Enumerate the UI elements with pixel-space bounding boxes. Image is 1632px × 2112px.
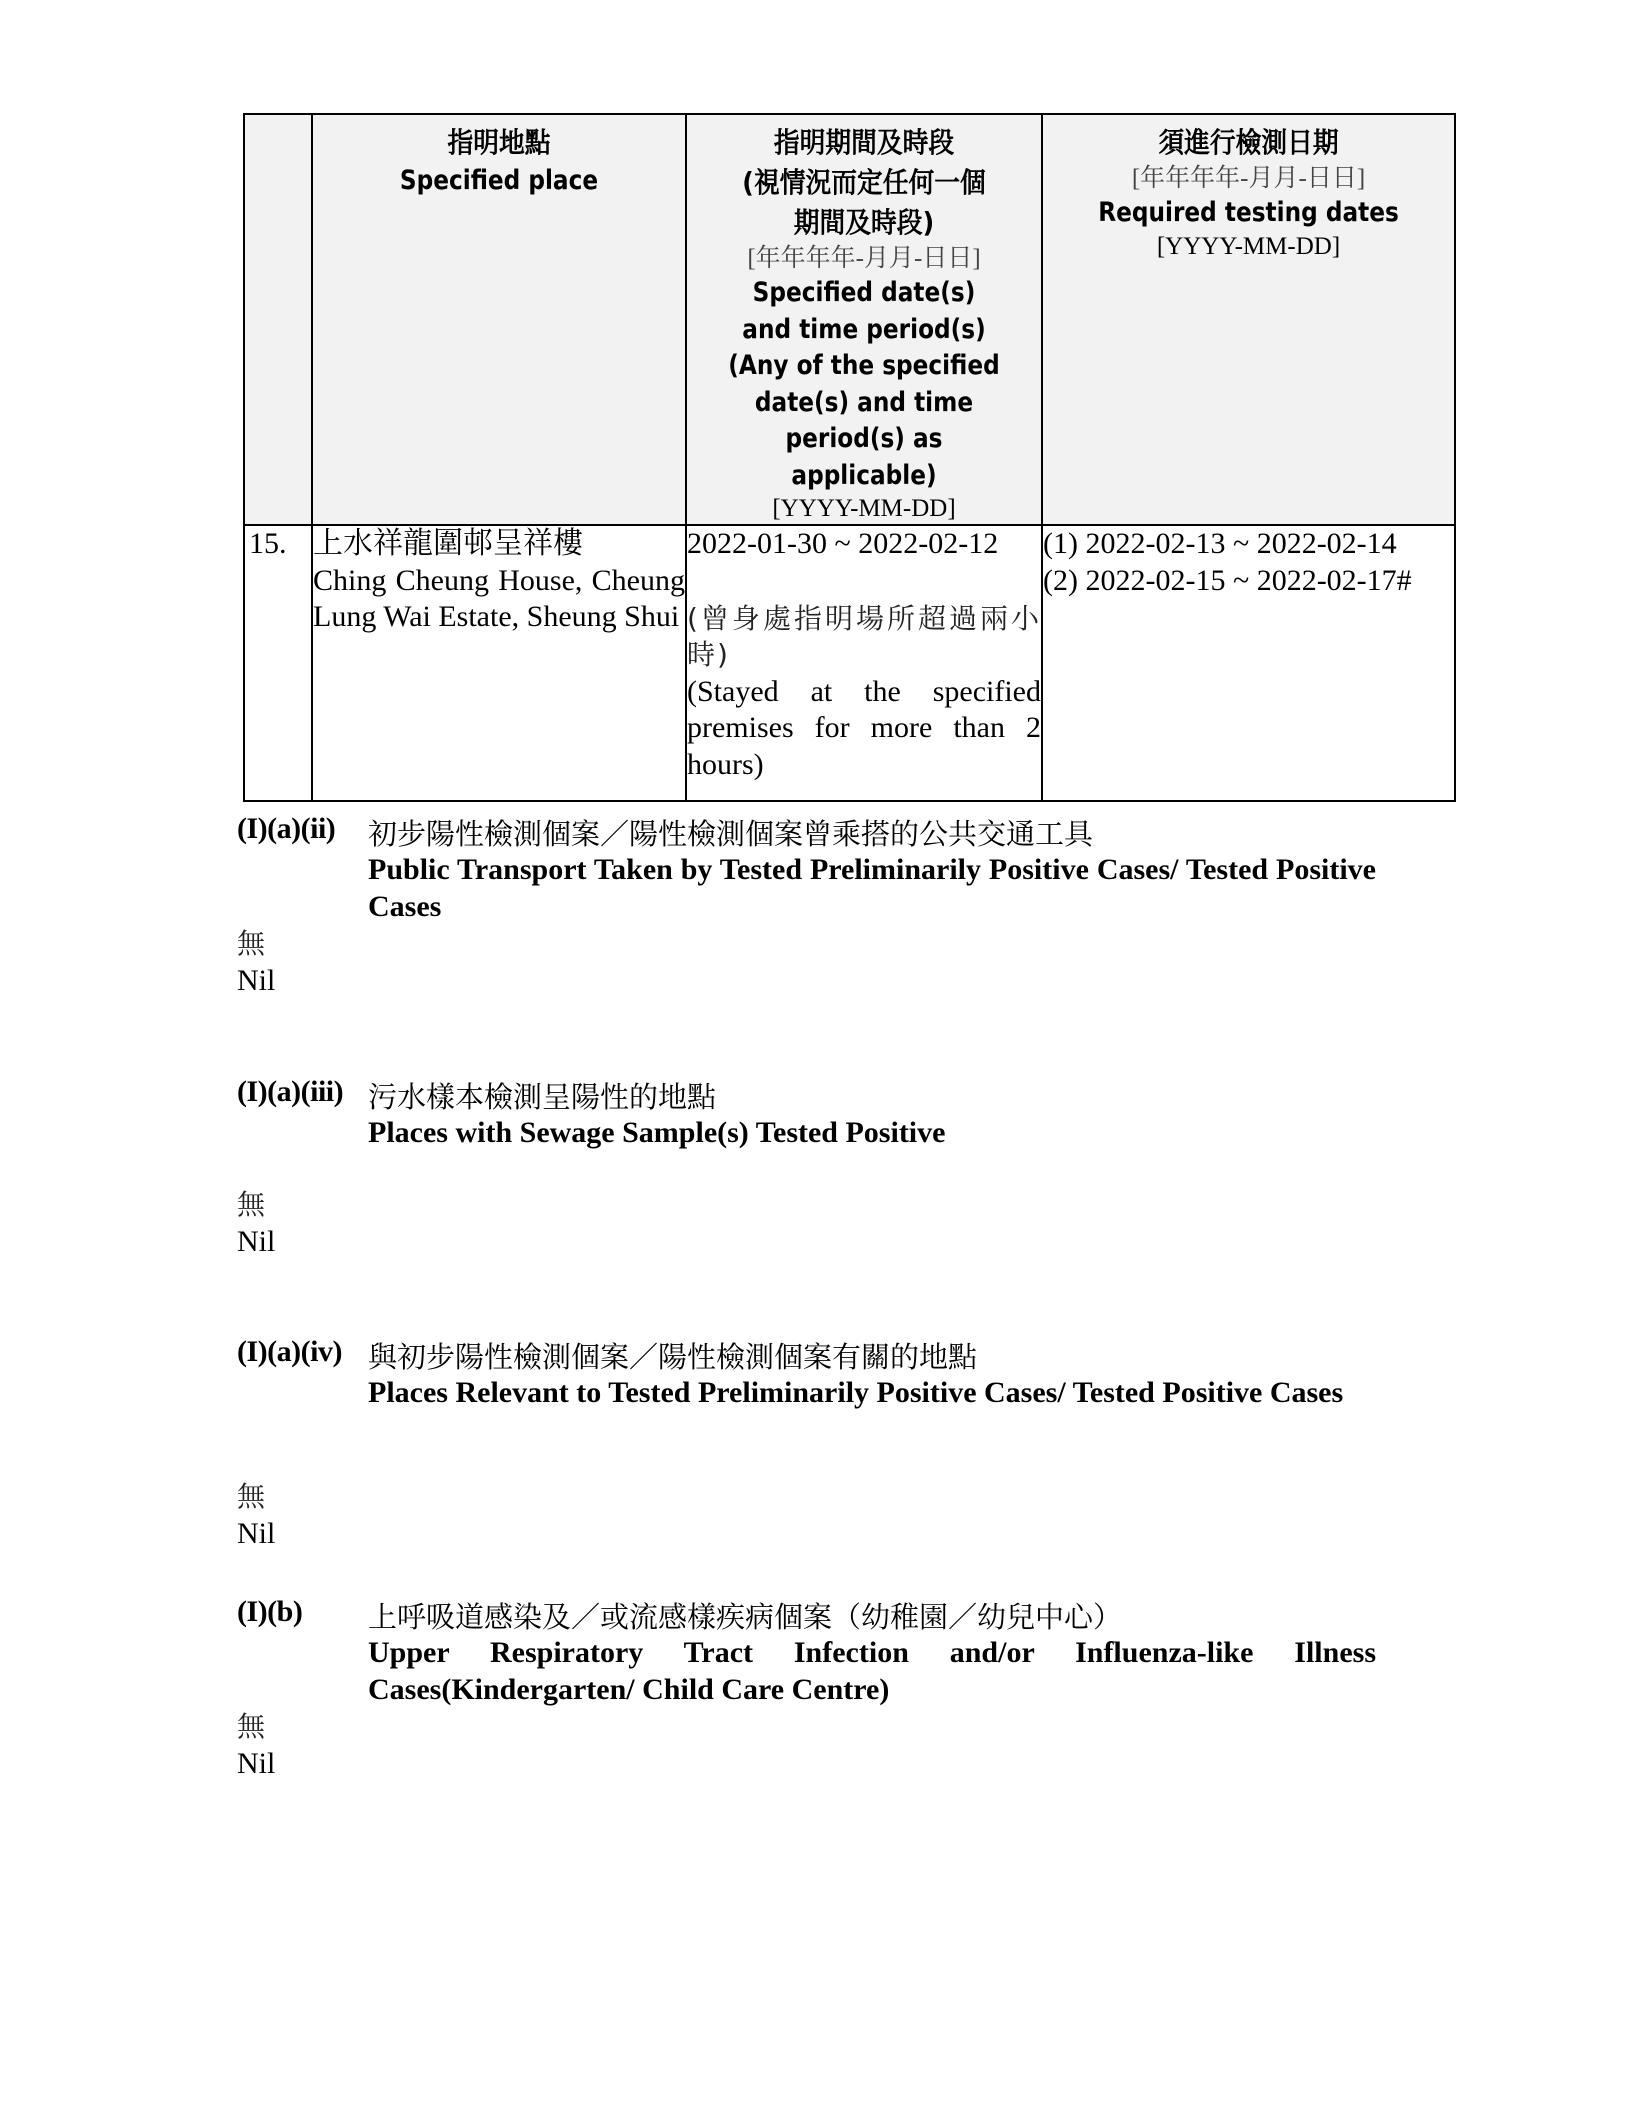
section-code: (I)(a)(iv) (237, 1335, 342, 1368)
period-range: 2022-01-30 ~ 2022-02-12 (687, 527, 999, 560)
header-testing-format-zh: [年年年年-月月-日日] (1131, 165, 1366, 192)
header-testing-zh: 須進行檢測日期 (1158, 126, 1339, 159)
section-title-zh: 上呼吸道感染及／或流感樣疾病個案（幼稚園／幼兒中心） (368, 1600, 1123, 1634)
header-period-en-4: date(s) and time (754, 386, 974, 418)
section-code: (I)(a)(iii) (237, 1075, 344, 1108)
section-title-en: Public Transport Taken by Tested Preliminarily Positive Cases/ Tested Positive Cases (368, 853, 1376, 923)
table-header-row (244, 114, 1455, 525)
header-specified-place (312, 114, 686, 525)
specified-places-table (243, 113, 1456, 802)
header-period-zh-2: (視情況而定任何一個 (742, 166, 986, 199)
header-number (244, 114, 312, 525)
testing-date-1: (1) 2022-02-13 ~ 2022-02-14 (1043, 527, 1397, 560)
section-title-en: Upper Respiratory Tract Infection and/or Influenza-like Illness Cases(Kindergarten/ Child Care Centre) (368, 1636, 1376, 1706)
header-required-testing-dates (1042, 114, 1455, 525)
nil-zh: 無 (237, 1710, 266, 1743)
section-code: (I)(a)(ii) (237, 812, 336, 845)
header-period-zh-3: 期間及時段) (793, 206, 935, 239)
place-name-en: Ching Cheung House, Cheung Lung Wai Estate, Sheung Shui (313, 563, 685, 633)
table-row (244, 525, 1455, 801)
header-place-zh: 指明地點 (447, 126, 551, 159)
header-period-en-1: Specified date(s) (752, 277, 976, 308)
row-required-testing-dates (1042, 525, 1455, 801)
header-period-zh-1: 指明期間及時段 (773, 126, 955, 159)
nil-en: Nil (237, 964, 276, 997)
header-period-en-3: (Any of the specified (728, 350, 1000, 381)
header-period-format-zh: [年年年年-月月-日日] (747, 245, 981, 272)
nil-zh: 無 (237, 927, 266, 960)
row-specified-period (686, 525, 1042, 801)
section-title-en: Places Relevant to Tested Preliminarily Positive Cases/ Tested Positive Cases (368, 1376, 1344, 1409)
header-specified-period (686, 114, 1042, 525)
nil-en: Nil (237, 1747, 276, 1780)
period-note-zh: (曾身處指明場所超過兩小時) (687, 601, 1041, 671)
section-code: (I)(b) (237, 1595, 303, 1628)
section-title-zh: 與初步陽性檢測個案／陽性檢測個案有關的地點 (368, 1340, 978, 1374)
header-testing-en: Required testing dates (1098, 197, 1399, 228)
section-title-zh: 初步陽性檢測個案／陽性檢測個案曾乘搭的公共交通工具 (368, 817, 1094, 851)
section-title-en: Places with Sewage Sample(s) Tested Positive (368, 1116, 946, 1149)
nil-en: Nil (237, 1517, 276, 1550)
header-testing-format-en: [YYYY-MM-DD] (1156, 232, 1341, 260)
header-period-format-en: [YYYY-MM-DD] (772, 495, 956, 522)
nil-en: Nil (237, 1225, 276, 1258)
row-specified-place (312, 525, 686, 801)
testing-date-2: (2) 2022-02-15 ~ 2022-02-17# (1043, 563, 1412, 597)
header-place-en: Specified place (399, 165, 599, 196)
section-title-zh: 污水樣本檢測呈陽性的地點 (368, 1080, 717, 1114)
period-note-en: (Stayed at the specified premises for more than 2 hours) (687, 674, 1041, 781)
nil-zh: 無 (237, 1480, 266, 1513)
row-number: 15. (244, 525, 312, 801)
place-name-zh: 上水祥龍圍邨呈祥樓 (313, 527, 583, 560)
header-period-en-2: and time period(s) (742, 313, 986, 345)
header-period-en-5: period(s) as applicable) (785, 423, 943, 491)
nil-zh: 無 (237, 1188, 266, 1221)
